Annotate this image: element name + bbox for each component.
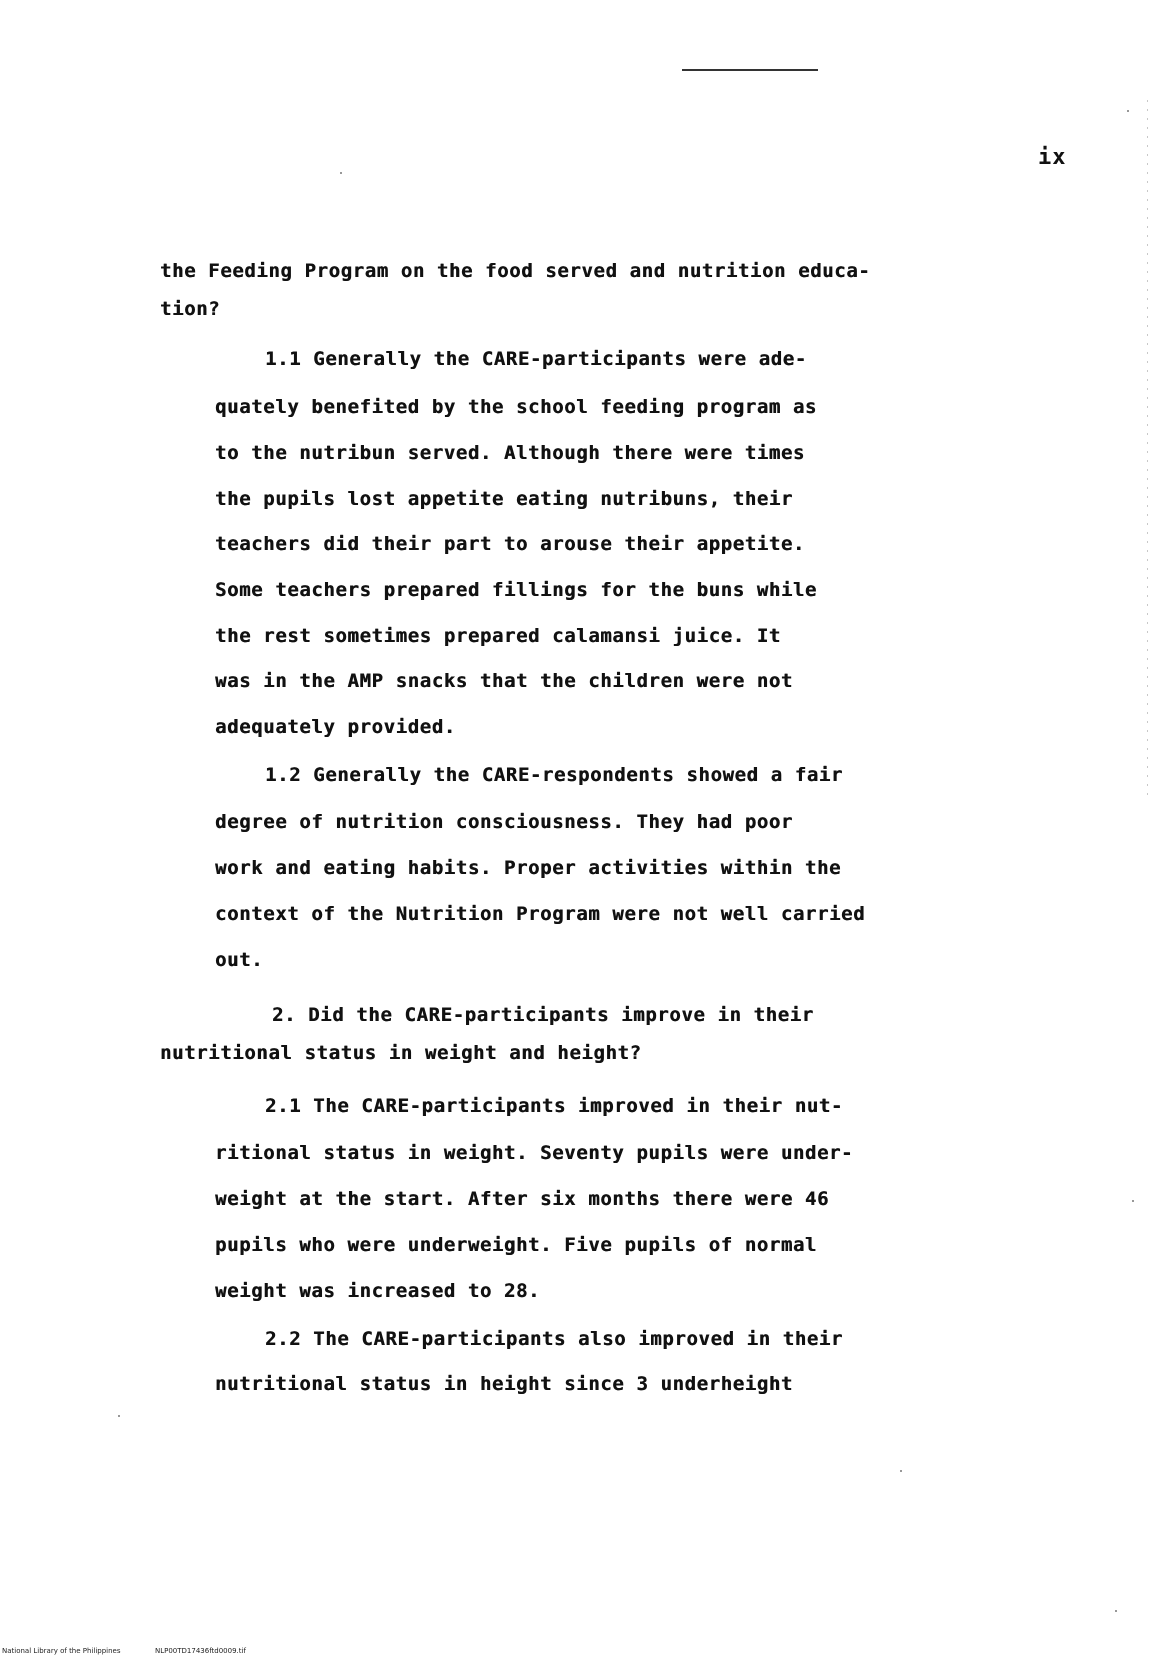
text-line: pupils who were underweight. Five pupils of normal <box>215 1234 817 1256</box>
text-line: Some teachers prepared fillings for the buns while <box>215 579 817 601</box>
text-line: 2.1 The CARE-participants improved in their nut- <box>265 1095 843 1117</box>
scan-speck <box>1115 1610 1117 1612</box>
page-number: ix <box>1038 145 1067 170</box>
text-line: nutritional status in weight and height? <box>160 1042 642 1064</box>
text-line: the pupils lost appetite eating nutribuns, their <box>215 488 793 510</box>
scan-speck <box>340 172 342 174</box>
scan-speck <box>1132 1200 1134 1202</box>
text-line: out. <box>215 949 264 971</box>
text-line: teachers did their part to arouse their appetite. <box>215 533 805 555</box>
text-line: weight was increased to 28. <box>215 1280 541 1302</box>
text-line: tion? <box>160 298 221 320</box>
scan-edge-speckle <box>1147 100 1148 800</box>
text-line: 1.2 Generally the CARE-respondents showed a fair <box>265 764 843 786</box>
text-line: work and eating habits. Proper activities within the <box>215 857 842 879</box>
text-line: adequately provided. <box>215 716 456 738</box>
text-line: degree of nutrition consciousness. They had poor <box>215 811 793 833</box>
text-line: 2. Did the CARE-participants improve in their <box>272 1004 814 1026</box>
text-line: ritional status in weight. Seventy pupils were under- <box>215 1142 854 1164</box>
text-line: the rest sometimes prepared calamansi juice. It <box>215 625 781 647</box>
footer-source: National Library of the Philippines <box>2 1647 121 1655</box>
scan-speck <box>900 1470 902 1472</box>
text-line: context of the Nutrition Program were not well carried <box>215 903 866 925</box>
text-line: the Feeding Program on the food served and nutrition educa- <box>160 260 871 282</box>
text-line: to the nutribun served. Although there were times <box>215 442 805 464</box>
text-line: weight at the start. After six months there were 46 <box>215 1188 829 1210</box>
text-line: 2.2 The CARE-participants also improved in their <box>265 1328 843 1350</box>
text-line: quately benefited by the school feeding program as <box>215 396 817 418</box>
text-line: nutritional status in height since 3 underheight <box>215 1373 793 1395</box>
text-line: was in the AMP snacks that the children were not <box>215 670 793 692</box>
top-rule <box>682 69 818 71</box>
scan-speck <box>118 1415 120 1417</box>
scan-speck <box>1127 110 1129 112</box>
text-line: 1.1 Generally the CARE-participants were ade- <box>265 348 807 370</box>
footer-file: NLP00TD17436ftd0009.tif <box>155 1647 246 1655</box>
